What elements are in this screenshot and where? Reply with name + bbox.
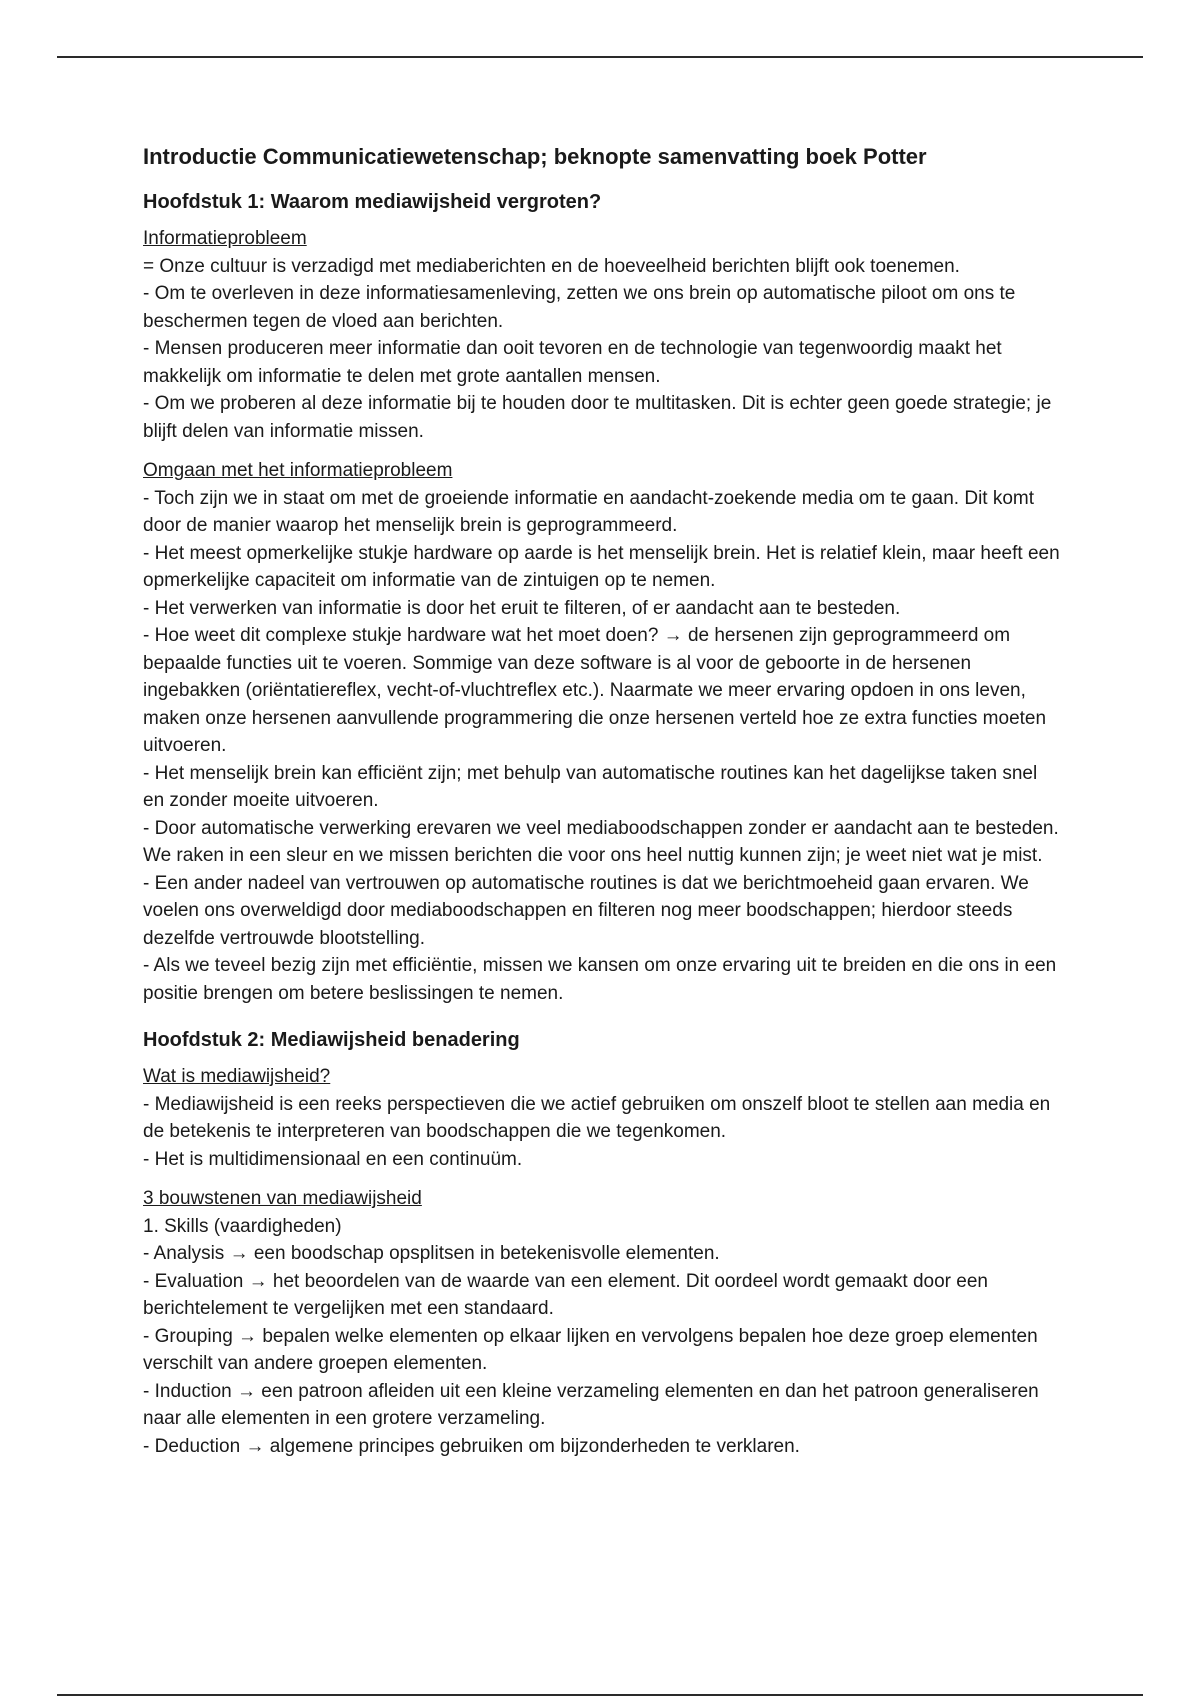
section-title: Wat is mediawijsheid? <box>143 1066 331 1087</box>
document-body <box>143 141 1063 1472</box>
paragraph-line: - Als we teveel bezig zijn met efficiëntie, missen we kansen om onze ervaring uit te breiden en die ons in een positie brengen om betere beslissingen te nemen. <box>143 955 1057 1004</box>
paragraph-line: - Om we proberen al deze informatie bij te houden door te multitasken. Dit is echter geen goede strategie; je blijft delen van informatie missen. <box>143 393 1052 442</box>
paragraph-line: - Analysis → een boodschap opsplitsen in betekenisvolle elementen. <box>143 1243 720 1264</box>
paragraph-line: - Het meest opmerkelijke stukje hardware op aarde is het menselijk brein. Het is relatief klein, maar heeft een opmerkelijke capaciteit om informatie van de zintuigen op te nemen. <box>143 542 1060 591</box>
section-title: Omgaan met het informatieprobleem <box>143 460 453 481</box>
paragraph-line: = Onze cultuur is verzadigd met mediaberichten en de hoeveelheid berichten blijft ook toenemen. <box>143 255 960 277</box>
paragraph-line: - Het is multidimensionaal en een continuüm. <box>143 1148 523 1170</box>
paragraph-line: - Evaluation → het beoordelen van de waarde van een element. Dit oordeel wordt gemaakt door een berichtelement te vergelijken met een standaard. <box>143 1270 988 1319</box>
paragraph-line: - Het menselijk brein kan efficiënt zijn; met behulp van automatische routines kan het dagelijkse taken snel en zonder moeite uitvoeren. <box>143 762 1038 811</box>
chapter-1-heading: Hoofdstuk 1: Waarom mediawijsheid vergroten? <box>143 191 602 213</box>
paragraph-line: - Mediawijsheid is een reeks perspectieven die we actief gebruiken om onszelf bloot te stellen aan media en de betekenis te interpreteren van boodschappen die we tegenkomen. <box>143 1093 1051 1142</box>
section-bouwstenen <box>143 1185 1063 1460</box>
section-title: 3 bouwstenen van mediawijsheid <box>143 1188 422 1209</box>
paragraph-line: - Induction → een patroon afleiden uit een kleine verzameling elementen en dan het patroon generaliseren naar alle elementen in een grotere verzameling. <box>143 1380 1039 1429</box>
paragraph-line: - Door automatische verwerking erevaren we veel mediaboodschappen zonder er aandacht aan te besteden. We raken in een sleur en we missen berichten die voor ons heel nuttig kunnen zijn; je weet niet wat je mist. <box>143 817 1059 866</box>
paragraph-line: - Deduction → algemene principes gebruiken om bijzonderheden te verklaren. <box>143 1435 800 1457</box>
bottom-rule <box>57 1694 1143 1696</box>
section-informatieprobleem <box>143 225 1063 445</box>
paragraph-line: - Het verwerken van informatie is door het eruit te filteren, of er aandacht aan te besteden. <box>143 597 901 619</box>
paragraph-line: - Een ander nadeel van vertrouwen op automatische routines is dat we berichtmoeheid gaan ervaren. We voelen ons overweldigd door mediaboodschappen en filteren nog meer boodschappen; hierdoor steeds dezelfde vertrouwde blootstelling. <box>143 872 1029 949</box>
document-title: Introductie Communicatiewetenschap; beknopte samenvatting boek Potter <box>143 144 927 169</box>
paragraph-line: - Mensen produceren meer informatie dan ooit tevoren en de technologie van tegenwoordig maakt het makkelijk om informatie te delen met grote aantallen mensen. <box>143 338 1002 387</box>
paragraph-line: - Hoe weet dit complexe stukje hardware wat het moet doen? → de hersenen zijn geprogrammeerd om bepaalde functies uit te voeren. Sommige van deze software is al voor de geboorte in de hersenen ingebakken (oriëntatiereflex, vecht-of-vluchtreflex etc.). Naarmate we meer ervaring opdoen in ons leven, maken onze hersenen aanvullende programmering die onze hersenen verteld hoe ze extra functies moeten uitvoeren. <box>143 625 1047 756</box>
top-rule <box>57 56 1143 58</box>
paragraph-line: - Grouping → bepalen welke elementen op elkaar lijken en vervolgens bepalen hoe deze groep elementen verschilt van andere groepen elementen. <box>143 1325 1038 1374</box>
paragraph-line: - Om te overleven in deze informatiesamenleving, zetten we ons brein op automatische piloot om ons te beschermen tegen de vloed aan berichten. <box>143 283 1016 332</box>
section-title: Informatieprobleem <box>143 228 307 249</box>
section-omgaan-met-informatieprobleem <box>143 457 1063 1007</box>
section-wat-is-mediawijsheid <box>143 1063 1063 1173</box>
chapter-2-heading: Hoofdstuk 2: Mediawijsheid benadering <box>143 1029 520 1051</box>
paragraph-line: - Toch zijn we in staat om met de groeiende informatie en aandacht-zoekende media om te gaan. Dit komt door de manier waarop het menselijk brein is geprogrammeerd. <box>143 487 1035 536</box>
paragraph-line: 1. Skills (vaardigheden) <box>143 1215 342 1237</box>
